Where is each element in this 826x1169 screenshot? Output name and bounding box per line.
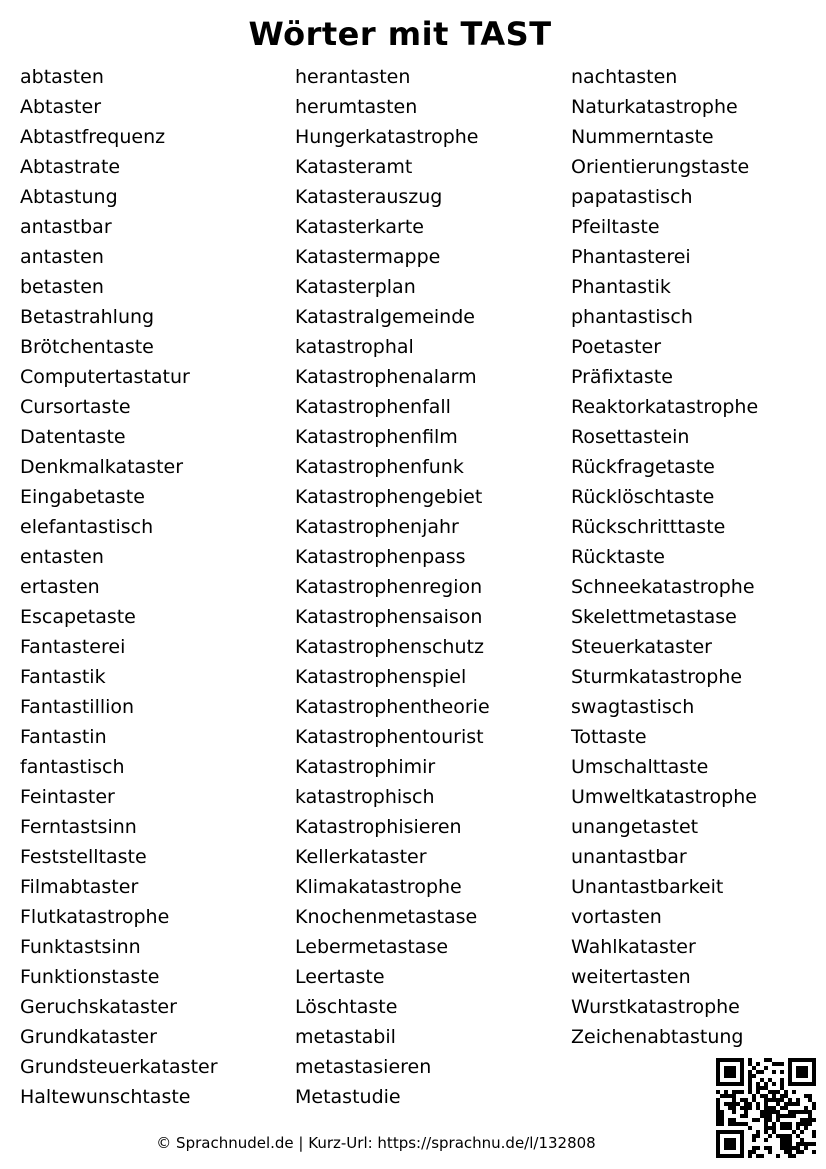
word-item: Leertaste [295, 966, 385, 988]
word-item: Katastrophenfall [295, 396, 451, 418]
word-item: Katasterauszug [295, 186, 443, 208]
word-item: Grundkataster [20, 1026, 157, 1048]
word-item: Katasterkarte [295, 216, 424, 238]
word-item: Rücktaste [571, 546, 665, 568]
word-item: Katastermappe [295, 246, 441, 268]
word-item: Feststelltaste [20, 846, 147, 868]
word-item: weitertasten [571, 966, 691, 988]
word-item: Grundsteuerkataster [20, 1056, 218, 1078]
word-item: Rücklöschtaste [571, 486, 715, 508]
word-item: Steuerkataster [571, 636, 712, 658]
word-item: Klimakatastrophe [295, 876, 462, 898]
word-item: Sturmkatastrophe [571, 666, 743, 688]
word-item: Löschtaste [295, 996, 398, 1018]
word-item: Nummerntaste [571, 126, 714, 148]
word-item: abtasten [20, 66, 104, 88]
word-item: Fantastillion [20, 696, 135, 718]
word-item: betasten [20, 276, 104, 298]
word-item: Lebermetastase [295, 936, 449, 958]
word-item: elefantastisch [20, 516, 154, 538]
word-item: Hungerkatastrophe [295, 126, 479, 148]
word-item: Katasteramt [295, 156, 413, 178]
word-item: Funktionstaste [20, 966, 160, 988]
word-item: Tottaste [571, 726, 647, 748]
word-item: Eingabetaste [20, 486, 145, 508]
word-item: Rückschritttaste [571, 516, 726, 538]
word-item: Skelettmetastase [571, 606, 737, 628]
footer-credit: © Sprachnudel.de | Kurz-Url: https://sprachnu.de/l/132808 [156, 1134, 596, 1152]
word-item: Katastrophenjahr [295, 516, 459, 538]
word-item: Abtastung [20, 186, 118, 208]
word-item: papatastisch [571, 186, 693, 208]
word-item: unantastbar [571, 846, 687, 868]
word-item: metastabil [295, 1026, 396, 1048]
word-item: Fantastin [20, 726, 107, 748]
word-item: antastbar [20, 216, 112, 238]
word-item: Cursortaste [20, 396, 131, 418]
word-item: phantastisch [571, 306, 693, 328]
word-item: Flutkatastrophe [20, 906, 170, 928]
word-item: Fantastik [20, 666, 106, 688]
word-item: Orientierungstaste [571, 156, 750, 178]
word-item: Katastrophensaison [295, 606, 483, 628]
word-item: Phantasterei [571, 246, 691, 268]
word-item: Unantastbarkeit [571, 876, 724, 898]
word-item: Abtastrate [20, 156, 121, 178]
word-item: Katastrophenpass [295, 546, 466, 568]
word-item: herumtasten [295, 96, 418, 118]
word-column-1 [20, 62, 218, 1112]
word-item: Abtaster [20, 96, 102, 118]
word-item: ertasten [20, 576, 100, 598]
word-item: fantastisch [20, 756, 125, 778]
word-item: swagtastisch [571, 696, 695, 718]
word-item: Katasterplan [295, 276, 416, 298]
word-item: Katastrophenalarm [295, 366, 477, 388]
word-item: nachtasten [571, 66, 678, 88]
word-item: Datentaste [20, 426, 126, 448]
word-item: Kellerkataster [295, 846, 427, 868]
word-item: Katastrophengebiet [295, 486, 483, 508]
word-item: Rückfragetaste [571, 456, 715, 478]
word-item: metastasieren [295, 1056, 432, 1078]
word-item: Katastrophenschutz [295, 636, 484, 658]
word-item: Katastrophisieren [295, 816, 462, 838]
word-item: Katastrophentheorie [295, 696, 490, 718]
word-item: Fantasterei [20, 636, 126, 658]
word-item: Brötchentaste [20, 336, 154, 358]
word-item: herantasten [295, 66, 411, 88]
word-item: Pfeiltaste [571, 216, 660, 238]
word-item: Umschalttaste [571, 756, 709, 778]
word-item: Geruchskataster [20, 996, 177, 1018]
word-item: Knochenmetastase [295, 906, 478, 928]
word-item: Zeichenabtastung [571, 1026, 744, 1048]
word-item: Metastudie [295, 1086, 401, 1108]
word-item: Katastrophimir [295, 756, 436, 778]
word-item: Ferntastsinn [20, 816, 137, 838]
word-item: vortasten [571, 906, 662, 928]
word-item: unangetastet [571, 816, 699, 838]
word-item: Rosettastein [571, 426, 690, 448]
word-item: Denkmalkataster [20, 456, 184, 478]
word-item: Escapetaste [20, 606, 136, 628]
word-item: antasten [20, 246, 104, 268]
word-item: Katastrophenspiel [295, 666, 467, 688]
word-item: Katastrophenfunk [295, 456, 464, 478]
word-item: Betastrahlung [20, 306, 155, 328]
word-item: Präfixtaste [571, 366, 673, 388]
word-item: Computertastatur [20, 366, 190, 388]
word-item: Katastrophenfilm [295, 426, 458, 448]
word-item: katastrophisch [295, 786, 435, 808]
word-column-3 [571, 62, 758, 1052]
word-item: Filmabtaster [20, 876, 139, 898]
word-item: Katastrophentourist [295, 726, 484, 748]
word-item: Haltewunschtaste [20, 1086, 191, 1108]
word-item: Naturkatastrophe [571, 96, 738, 118]
word-column-2 [295, 62, 490, 1112]
word-item: Poetaster [571, 336, 662, 358]
word-item: Katastrophenregion [295, 576, 483, 598]
word-item: Feintaster [20, 786, 115, 808]
word-item: Wahlkataster [571, 936, 696, 958]
word-item: Wurstkatastrophe [571, 996, 740, 1018]
word-item: Umweltkatastrophe [571, 786, 757, 808]
word-item: Funktastsinn [20, 936, 141, 958]
word-item: Abtastfrequenz [20, 126, 166, 148]
word-item: katastrophal [295, 336, 414, 358]
page-title: Wörter mit TAST [248, 15, 552, 53]
word-item: entasten [20, 546, 104, 568]
word-item: Phantastik [571, 276, 671, 298]
word-item: Schneekatastrophe [571, 576, 755, 598]
word-item: Reaktorkatastrophe [571, 396, 759, 418]
word-item: Katastralgemeinde [295, 306, 475, 328]
